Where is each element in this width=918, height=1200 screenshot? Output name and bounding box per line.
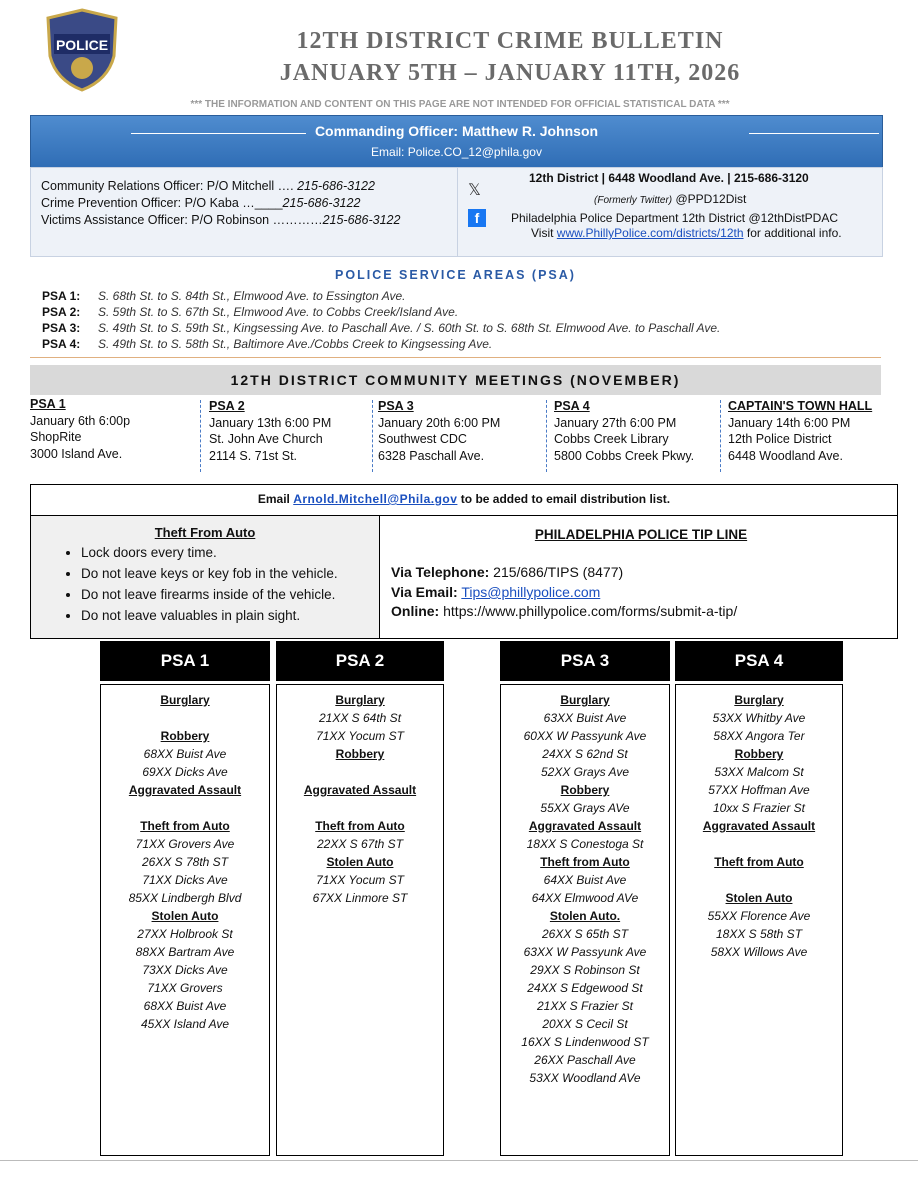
website-line: Visit www.PhillyPolice.com/districts/12th for additional info. [531, 226, 842, 240]
twitter-line: (Formerly Twitter) @PPD12Dist [594, 192, 747, 206]
crime-category: Theft from Auto [540, 855, 630, 869]
list-item: • Lock doors every time. [81, 542, 338, 563]
crime-location: 45XX Island Ave [140, 1017, 230, 1031]
tip-line-heading: PHILADELPHIA POLICE TIP LINE [534, 527, 748, 542]
crime-location: 21XX S 64th St [318, 711, 402, 725]
meetings-heading: 12TH DISTRICT COMMUNITY MEETINGS (NOVEMBER) [230, 372, 681, 388]
divider [200, 400, 202, 472]
crime-location: 68XX Buist Ave [143, 999, 227, 1013]
psa-area: PSA 3: S. 49th St. to S. 59th St., Kingsessing Ave. to Paschall Ave. / S. 60th St. to S. 68th St. Elmwood Ave. to Paschall Ave. [42, 321, 721, 335]
crime-category: Burglary [335, 693, 385, 707]
crime-location: 71XX Grovers Ave [135, 837, 235, 851]
crime-location: 55XX Grays AVe [540, 801, 630, 815]
crime-location [101, 709, 269, 727]
crime-location: 18XX S Conestoga St [526, 837, 644, 851]
psa-column-body [100, 684, 270, 1156]
crime-location: 64XX Elmwood AVe [531, 891, 639, 905]
crime-category: Robbery [560, 783, 610, 797]
facebook-line[interactable]: Philadelphia Police Department 12th District @12thDistPDAC [511, 211, 838, 225]
tip-email: Via Email: Tips@phillypolice.com [391, 584, 601, 600]
district-info: 12th District | 6448 Woodland Ave. | 215-686-3120 [529, 171, 809, 185]
x-icon[interactable]: 𝕏 [468, 182, 481, 199]
meeting-psa-3: PSA 3 January 20th 6:00 PM Southwest CDC 6328 Paschall Ave. [378, 399, 501, 463]
crime-location [277, 799, 443, 817]
crime-category: Theft from Auto [714, 855, 804, 869]
website-link[interactable]: www.PhillyPolice.com/districts/12th [556, 226, 744, 240]
disclaimer: *** THE INFORMATION AND CONTENT ON THIS PAGE ARE NOT INTENDED FOR OFFICIAL STATISTICAL DATA *** [190, 99, 730, 110]
crime-location: 26XX S 65th ST [541, 927, 629, 941]
psa-column-header: PSA 1 [100, 641, 270, 681]
crime-location: 53XX Woodland AVe [529, 1071, 641, 1085]
tip-phone: Via Telephone: 215/686/TIPS (8477) [391, 564, 624, 580]
crime-category: Stolen Auto. [549, 909, 621, 923]
crime-category: Aggravated Assault [702, 819, 816, 833]
crime-category: Stolen Auto [725, 891, 793, 905]
email-signup-box: Email Arnold.Mitchell@Phila.gov to be added to email distribution list. [30, 484, 898, 516]
theft-tips-list [31, 542, 338, 626]
crime-category: Theft from Auto [140, 819, 230, 833]
commanding-officer-email: Email: Police.CO_12@phila.gov [371, 145, 542, 159]
meeting-psa-2: PSA 2 January 13th 6:00 PM St. John Ave Church 2114 S. 71st St. [209, 399, 332, 463]
crime-location: 57XX Hoffman Ave [708, 783, 810, 797]
crime-location: 71XX Dicks Ave [142, 873, 228, 887]
contact-panel [30, 167, 883, 257]
psa-column-body [675, 684, 843, 1156]
psa-area: PSA 1: S. 68th St. to S. 84th St., Elmwood Ave. to Essington Ave. [42, 289, 406, 303]
crime-location: 53XX Malcom St [714, 765, 804, 779]
psa-heading: POLICE SERVICE AREAS (PSA) [335, 268, 576, 282]
crime-category: Stolen Auto [151, 909, 219, 923]
crime-category: Robbery [335, 747, 385, 761]
divider [30, 357, 881, 358]
crime-location: 71XX Yocum ST [316, 873, 404, 887]
crime-location: 27XX Holbrook St [137, 927, 233, 941]
crime-location: 68XX Buist Ave [143, 747, 227, 761]
commanding-officer: Commanding Officer: Matthew R. Johnson [314, 123, 599, 139]
bulletin-date-range: JANUARY 5TH – JANUARY 11TH, 2026 [279, 60, 741, 86]
crime-location: 16XX S Lindenwood ST [521, 1035, 649, 1049]
list-item: • Do not leave keys or key fob in the vehicle. [81, 563, 338, 584]
crime-category: Theft from Auto [315, 819, 405, 833]
crime-location: 63XX W Passyunk Ave [523, 945, 647, 959]
divider [372, 400, 374, 472]
crime-location: 20XX S Cecil St [542, 1017, 628, 1031]
meeting-psa-1: PSA 1 January 6th 6:00p ShopRite 3000 Island Ave. [30, 397, 131, 461]
crime-location: 71XX Grovers [147, 981, 223, 995]
divider [546, 400, 548, 472]
bulletin-title: 12TH DISTRICT CRIME BULLETIN [296, 28, 724, 54]
tips-panel [30, 515, 898, 639]
crime-location: 64XX Buist Ave [543, 873, 627, 887]
theft-heading: Theft From Auto [154, 525, 256, 540]
crime-category: Aggravated Assault [128, 783, 242, 797]
list-item: • Do not leave valuables in plain sight. [81, 605, 338, 626]
officer-line: Crime Prevention Officer: P/O Kaba …____215-686-3122 [41, 196, 361, 210]
crime-location: 26XX Paschall Ave [534, 1053, 636, 1067]
psa-column-header: PSA 3 [500, 641, 670, 681]
crime-location: 22XX S 67th ST [316, 837, 404, 851]
meeting-psa-4: PSA 4 January 27th 6:00 PM Cobbs Creek Library 5800 Cobbs Creek Pkwy. [554, 399, 695, 463]
psa-area: PSA 4: S. 49th St. to S. 58th St., Baltimore Ave./Cobbs Creek to Kingsessing Ave. [42, 337, 493, 351]
crime-location: 69XX Dicks Ave [142, 765, 228, 779]
crime-location: 67XX Linmore ST [312, 891, 408, 905]
psa-area: PSA 2: S. 59th St. to S. 67th St., Elmwood Ave. to Cobbs Creek/Island Ave. [42, 305, 459, 319]
crime-location: 24XX S 62nd St [542, 747, 628, 761]
facebook-icon[interactable]: f [468, 209, 486, 227]
divider [720, 400, 722, 472]
crime-location: 18XX S 58th ST [715, 927, 803, 941]
officer-line: Community Relations Officer: P/O Mitchell …. 215-686-3122 [41, 179, 375, 193]
crime-category: Robbery [160, 729, 210, 743]
crime-location [676, 871, 842, 889]
crime-location: 24XX S Edgewood St [527, 981, 643, 995]
crime-location: 21XX S Frazier St [536, 999, 634, 1013]
crime-location: 71XX Yocum ST [316, 729, 404, 743]
crime-category: Robbery [734, 747, 784, 761]
crime-location: 73XX Dicks Ave [142, 963, 228, 977]
psa-column-header: PSA 4 [675, 641, 843, 681]
meetings-banner [30, 365, 881, 395]
police-badge-logo [42, 8, 122, 92]
crime-location: 63XX Buist Ave [543, 711, 627, 725]
theft-from-auto-box [31, 516, 380, 638]
crime-location: 60XX W Passyunk Ave [523, 729, 647, 743]
meeting-town-hall: CAPTAIN'S TOWN HALL January 14th 6:00 PM 12th Police District 6448 Woodland Ave. [728, 399, 873, 463]
crime-location: 88XX Bartram Ave [135, 945, 235, 959]
crime-category: Stolen Auto [326, 855, 394, 869]
crime-location: 55XX Florence Ave [707, 909, 811, 923]
crime-category: Burglary [160, 693, 210, 707]
psa-column-body [276, 684, 444, 1156]
divider [0, 1160, 918, 1161]
crime-location: 85XX Lindbergh Blvd [128, 891, 242, 905]
crime-location: 29XX S Robinson St [530, 963, 640, 977]
crime-category: Aggravated Assault [303, 783, 417, 797]
crime-location: 53XX Whitby Ave [712, 711, 806, 725]
list-item: • Do not leave firearms inside of the vehicle. [81, 584, 338, 605]
crime-category: Burglary [560, 693, 610, 707]
psa-column-body [500, 684, 670, 1156]
crime-location: 58XX Angora Ter [713, 729, 805, 743]
distribution-email-link[interactable]: Arnold.Mitchell@Phila.gov [293, 492, 458, 506]
svg-text:POLICE: POLICE [55, 37, 109, 53]
crime-location: 10xx S Frazier St [712, 801, 806, 815]
crime-location: 26XX S 78th ST [141, 855, 229, 869]
tip-online: Online: https://www.phillypolice.com/forms/submit-a-tip/ [391, 603, 738, 619]
commanding-officer-banner [30, 115, 883, 169]
crime-location [101, 799, 269, 817]
crime-location [277, 763, 443, 781]
crime-location [676, 835, 842, 853]
crime-category: Burglary [734, 693, 784, 707]
crime-category: Aggravated Assault [528, 819, 642, 833]
crime-location: 52XX Grays Ave [540, 765, 630, 779]
psa-column-header: PSA 2 [276, 641, 444, 681]
crime-location: 58XX Willows Ave [710, 945, 808, 959]
officer-line: Victims Assistance Officer: P/O Robinson …………215-686-3122 [41, 213, 401, 227]
